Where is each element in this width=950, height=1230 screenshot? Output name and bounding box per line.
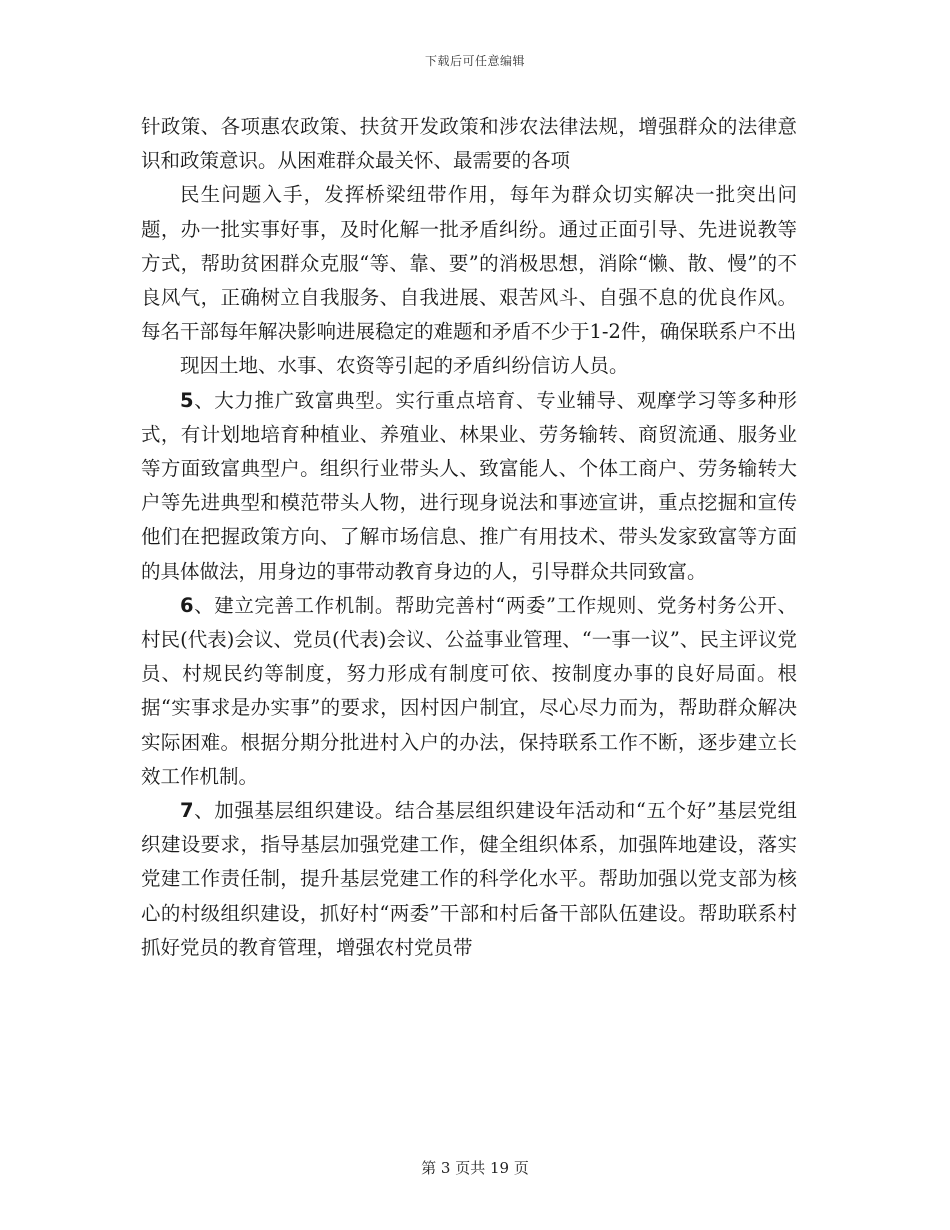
- paragraph-text: 、加强基层组织建设。结合基层组织建设年活动和“五个好”基层党组织建设要求，指导基层加强党建工作，健全组织体系，加强阵地建设，落实党建工作责任制，提升基层党建工作的科学化水平。帮助加强以党支部为核心的村级组织建设，抓好村“两委”干部和村后备干部队伍建设。帮助联系村抓好党员的教育管理，增强农村党员带: [141, 799, 797, 959]
- section-6-paragraph: [141, 589, 797, 794]
- paragraph-text: 、建立完善工作机制。帮助完善村“两委”工作规则、党务村务公开、村民(代表)会议、党员(代表)会议、公益事业管理、“一事一议”、民主评议党员、村规民约等制度，努力形成有制度可依、按制度办事的良好局面。根据“实事求是办实事”的要求，因村因户制宜，尽心尽力而为，帮助群众解决实际困难。根据分期分批进村入户的办法，保持联系工作不断，逐步建立长效工作机制。: [141, 593, 797, 788]
- paragraph-text: 针政策、各项惠农政策、扶贫开发政策和涉农法律法规，增强群众的法律意识和政策意识。从困难群众最关怀、最需要的各项: [141, 115, 797, 173]
- document-body: [141, 110, 797, 965]
- section-5-paragraph: [141, 384, 797, 589]
- section-number: 6: [180, 593, 194, 617]
- paragraph-text: 、大力推广致富典型。实行重点培育、专业辅导、观摩学习等多种形式，有计划地培育种植业、养殖业、林果业、劳务输转、商贸流通、服务业等方面致富典型户。组织行业带头人、致富能人、个体工商户、劳务输转大户等先进典型和模范带头人物，进行现身说法和事迹宣讲，重点挖掘和宣传他们在把握政策方向、了解市场信息、推广有用技术、带头发家致富等方面的具体做法，用身边的事带动教育身边的人，引导群众共同致富。: [141, 388, 797, 583]
- page-header: 下载后可任意编辑: [424, 54, 525, 68]
- page-footer: 第 3 页共 19 页: [421, 1159, 529, 1177]
- paragraph-1: [141, 110, 797, 178]
- section-number: 7: [180, 799, 194, 823]
- section-7-paragraph: [141, 794, 797, 965]
- paragraph-text: 现因土地、水事、农资等引起的矛盾纠纷信访人员。: [180, 354, 629, 378]
- paragraph-text: 民生问题入手，发挥桥梁纽带作用，每年为群众切实解决一批突出问题，办一批实事好事，及时化解一批矛盾纠纷。通过正面引导、先进说教等方式，帮助贫困群众克服“等、靠、要”的消极思想，消除“懒、散、慢”的不良风气，正确树立自我服务、自我进展、艰苦风斗、自强不息的优良作风。每名干部每年解决影响进展稳定的难题和矛盾不少于1-2件，确保联系户不出: [141, 183, 797, 344]
- section-number: 5: [180, 388, 194, 412]
- paragraph-3: [141, 349, 797, 383]
- paragraph-2: [141, 178, 797, 349]
